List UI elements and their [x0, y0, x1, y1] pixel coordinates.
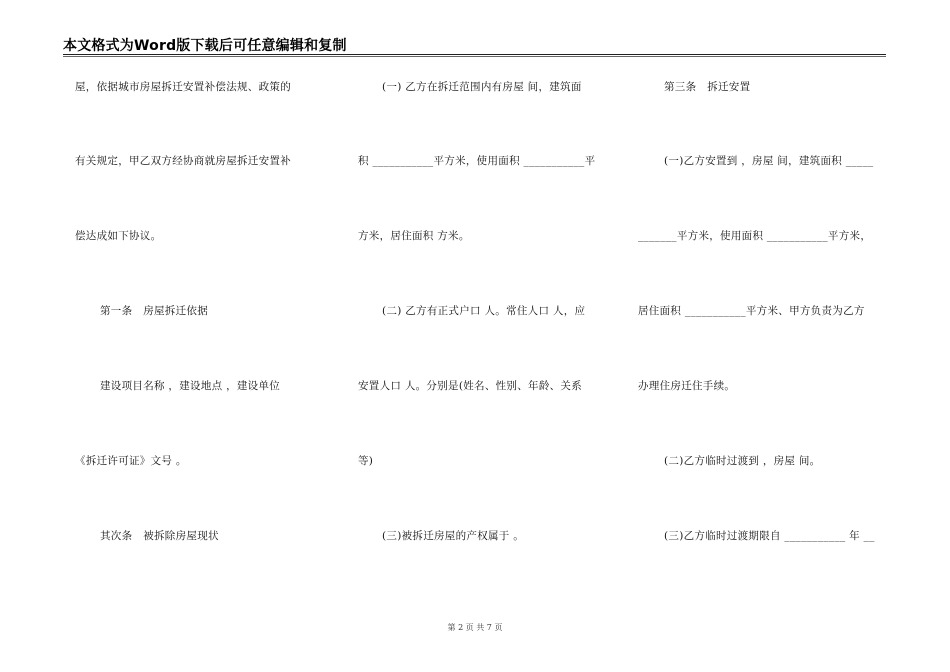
text-line: 方米，居住面积 方米。 [358, 230, 470, 242]
text-line: (一) 乙方在拆迁范围内有房屋 间，建筑面 [382, 81, 582, 93]
text-line: 等) [358, 455, 374, 467]
page-number: 第 2 页 共 7 页 [447, 623, 503, 632]
text-line: _______平方米，使用面积 ___________平方米， [638, 230, 872, 242]
text-line: 屋，依据城市房屋拆迁安置补偿法规、政策的 [75, 81, 291, 93]
document-header [63, 35, 885, 53]
section-heading: 第一条 房屋拆迁依据 [100, 305, 208, 317]
header-divider [63, 54, 886, 57]
section-heading: 其次条 被拆除房屋现状 [100, 530, 219, 542]
text-line: 建设项目名称 ，建设地点 ，建设单位 [100, 380, 281, 392]
text-line: 《拆迁许可证》文号 。 [75, 455, 187, 467]
text-line: 积 ___________平方米，使用面积 ___________平 [358, 155, 596, 167]
text-line: 安置人口 人。分别是(姓名、性别、年龄、关系 [358, 380, 583, 392]
text-line: 偿达成如下协议。 [75, 230, 162, 242]
text-line: (三)被拆迁房屋的产权属于 。 [382, 530, 525, 542]
text-line: (三)乙方临时过渡期限自 ___________ 年 __ [664, 530, 875, 542]
text-line: (一)乙方安置到 ，房屋 间，建筑面积 _____ [664, 155, 874, 167]
text-line: 有关规定，甲乙双方经协商就房屋拆迁安置补 [75, 155, 291, 167]
text-line: 居住面积 ___________平方米、甲方负责为乙方 [638, 305, 865, 317]
header-title: 本文格式为Word版下载后可任意编辑和复制 [63, 38, 347, 54]
text-line: (二)乙方临时过渡到 ，房屋 间。 [664, 455, 821, 467]
text-line: 办理住房迁住手续。 [638, 380, 736, 392]
text-line: (二) 乙方有正式户口 人。常住人口 人，应 [382, 305, 586, 317]
section-heading: 第三条 拆迁安置 [664, 81, 751, 93]
